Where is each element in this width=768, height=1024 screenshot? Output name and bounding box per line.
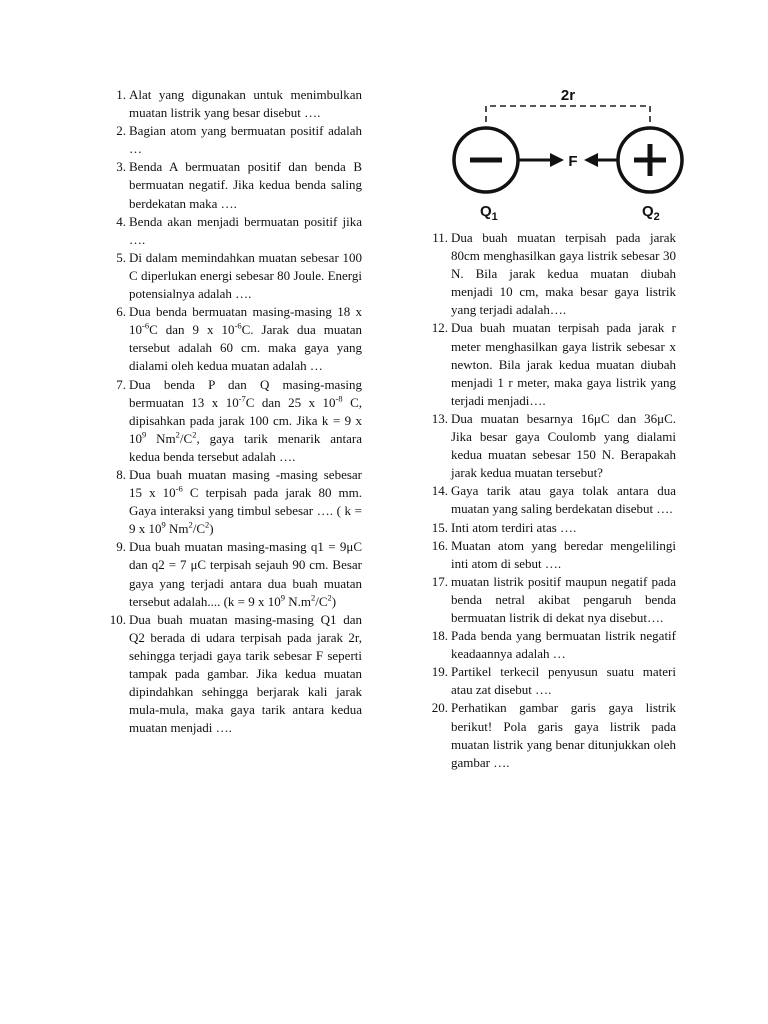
question-text: Dua buah muatan terpisah pada jarak r meter menghasilkan gaya listrik sebesar x newton. Bila jarak kedua muatan diubah menjadi 1 r meter, maka gaya listrik yang terjadi menjadi…. — [451, 320, 676, 408]
question-text: Gaya tarik atau gaya tolak antara dua muatan yang saling berdekatan disebut …. — [451, 483, 676, 517]
question-number: 11. — [432, 230, 448, 245]
question-item — [94, 86, 362, 122]
arrow-right-icon — [550, 153, 564, 167]
question-number: 19. — [431, 664, 448, 680]
question-item — [94, 213, 362, 249]
question-number: 14. — [431, 483, 448, 499]
question-text: Inti atom terdiri atas …. — [451, 519, 577, 535]
question-item — [416, 519, 676, 537]
question-text: Dua buah muatan masing-masing Q1 dan Q2 berada di udara terpisah pada jarak 2r, sehingga terjadi gaya tarik sebesar F seperti tampak pada gambar. Jika kedua muatan dipindahkan sehingga berjarak kali jarak mula-mula, maka gaya tarik antara kedua muatan menjadi …. — [129, 611, 362, 736]
question-number: 5. — [116, 249, 126, 265]
question-text: Benda akan menjadi bermuatan positif jika …. — [129, 213, 362, 247]
question-item — [416, 482, 676, 518]
question-text: Muatan atom yang beredar mengelilingi inti atom di sebut …. — [451, 537, 676, 571]
question-text: Partikel terkecil penyusun suatu materi atau zat disebut …. — [451, 664, 676, 698]
coulomb-figure — [446, 86, 690, 226]
question-text: Di dalam memindahkan muatan sebesar 100 C diperlukan energi sebesar 80 Joule. Energi potensialnya adalah …. — [129, 249, 362, 302]
question-number: 7. — [116, 376, 126, 392]
question-number: 3. — [116, 159, 126, 175]
question-text: Dua benda P dan Q masing-masing bermuatan 13 x $10^{-7}C$ dan 25 x $10^{-8}$ C, dipisahkan pada jarak 100 cm. Jika k = 9 x $10^9$ $Nm^2/C^2$, gaya tarik menarik antara kedua benda tersebut adalah …. — [129, 376, 362, 464]
question-item — [94, 376, 362, 466]
question-text: Benda A bermuatan positif dan benda B bermuatan negatif. Jika kedua benda saling berdekatan maka …. — [129, 159, 362, 211]
force-label: F — [568, 153, 578, 170]
charge1-label: $Q_1$ — [480, 203, 498, 223]
question-number: 18. — [431, 628, 448, 644]
question-item — [94, 122, 362, 158]
question-item — [416, 627, 676, 663]
question-item — [94, 611, 362, 738]
question-item — [94, 303, 362, 375]
question-number: 10. — [109, 611, 126, 627]
question-number: 15. — [431, 519, 448, 535]
charge2-label: $Q_2$ — [642, 203, 660, 223]
question-item — [416, 699, 676, 771]
question-text: muatan listrik positif maupun negatif pada benda netral akibat pengaruh benda bermuatan listrik di dekat nya disebut…. — [451, 573, 676, 625]
question-text: Dua benda bermuatan masing-masing 18 x $10^{-6}C$ dan 9 x $10^{-6}C$. Jarak dua muatan tersebut adalah 60 cm. maka gaya yang dialami oleh kedua muatan adalah … — [129, 304, 362, 374]
question-number: 4. — [116, 213, 126, 229]
question-number: 13. — [431, 410, 448, 426]
charges-diagram — [446, 86, 690, 226]
question-number: 6. — [116, 304, 126, 320]
question-list-right — [416, 229, 676, 772]
arrow-left-icon — [584, 153, 598, 167]
question-text: Dua buah muatan masing -masing sebesar 15 x $10^{-6}$ C terpisah pada jarak 80 mm. Gaya interaksi yang timbul sebesar …. ( k = 9 x $10^9$ $Nm^2/C^2$) — [129, 466, 363, 537]
question-number: 12. — [431, 320, 448, 336]
question-list-left — [94, 86, 362, 737]
question-text: Bagian atom yang bermuatan positif adalah … — [129, 123, 362, 157]
question-item — [94, 538, 362, 610]
question-number: 17. — [431, 573, 448, 589]
question-text: Alat yang digunakan untuk menimbulkan muatan listrik yang besar disebut …. — [129, 87, 362, 121]
question-item — [94, 249, 362, 303]
distance-bracket — [486, 106, 650, 122]
question-number: 1. — [116, 87, 126, 102]
question-item — [416, 537, 676, 573]
question-number: 9. — [116, 539, 126, 555]
question-number: 2. — [116, 123, 126, 139]
question-item — [416, 663, 676, 699]
question-number: 20. — [431, 700, 448, 716]
question-number: 16. — [431, 537, 448, 553]
question-item — [416, 573, 676, 627]
question-text: Dua buah muatan masing-masing q1 = 9μC dan q2 = 7 μC terpisah sejauh 90 cm. Besar gaya yang terjadi antara dua buah muatan tersebut adalah.... (k = 9 x $10^9$ $N.m^2/C^2$) — [129, 539, 362, 609]
question-item — [94, 466, 362, 538]
question-text: Dua buah muatan terpisah pada jarak 80cm menghasilkan gaya listrik sebesar 30 N. Bila jarak kedua muatan diubah menjadi 10 cm, maka besar gaya listrik yang terjadi adalah…. — [451, 230, 676, 318]
question-item — [94, 158, 362, 212]
question-text: Perhatikan gambar garis gaya listrik berikut! Pola garis gaya listrik pada muatan listrik yang benar ditunjukkan oleh gambar …. — [451, 700, 676, 770]
question-text: Dua muatan besarnya 16μC dan 36μC. Jika besar gaya Coulomb yang dialami kedua muatan sebesar 150 N. Berapakah jarak kedua muatan tersebut? — [451, 410, 676, 481]
question-item — [416, 229, 676, 319]
question-item — [416, 410, 676, 482]
question-number: 8. — [116, 466, 126, 482]
distance-label: 2r — [560, 87, 576, 104]
question-text: Pada benda yang bermuatan listrik negatif keadaannya adalah … — [451, 628, 676, 662]
question-item — [416, 319, 676, 409]
